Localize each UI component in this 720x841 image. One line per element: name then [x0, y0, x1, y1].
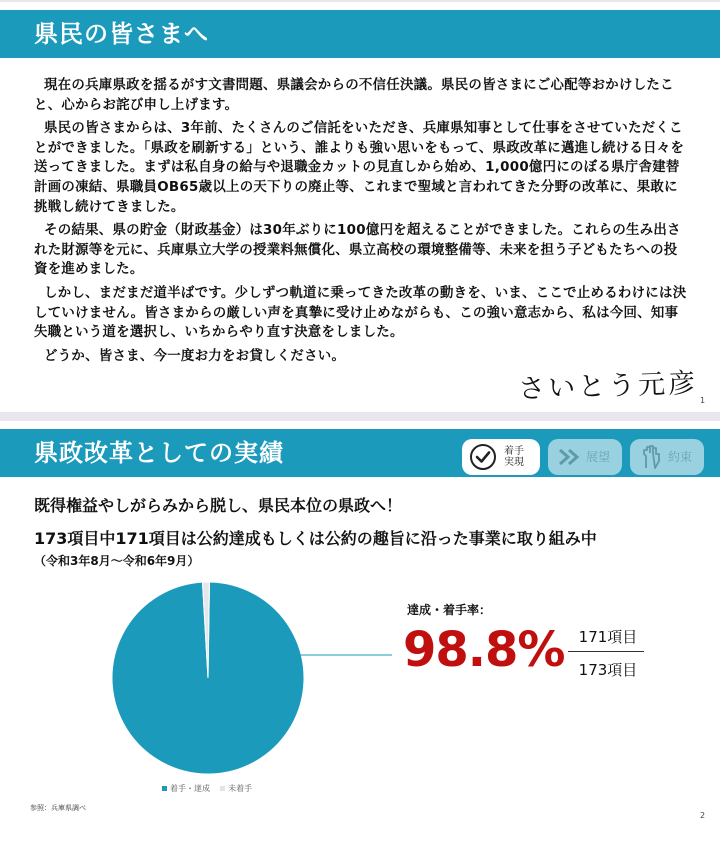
legend-swatch — [220, 786, 225, 791]
slide-title: 県民の皆さまへ — [34, 20, 209, 48]
page-number: 2 — [700, 811, 706, 820]
slide-title: 県政改革としての実績 — [34, 439, 284, 467]
signature: さいとう元彦 — [517, 367, 699, 406]
fraction-numerator: 171項目 — [578, 628, 638, 646]
legend-swatch — [162, 786, 167, 791]
subheadline: 173項目中171項目は公約達成もしくは公約の趣旨に沿った事業に取り組み中 — [34, 529, 597, 548]
slide-achievements — [0, 421, 720, 841]
legend-label: 未着手 — [228, 784, 253, 793]
source-note: 参照：兵庫県調べ — [30, 804, 86, 812]
badge-label: 約束 — [668, 450, 693, 464]
paragraph: しかし、まだまだ道半ばです。少しずつ軌道に乗ってきた改革の動きを、いま、ここで止めるわけには決していけません。皆さまからの厳しい声を真摯に受け止めながらも、この強い意志から、私は今回、知事失職という道を選択し、いちからやり直す決意をしました。 — [34, 285, 687, 341]
page-number: 1 — [700, 396, 706, 405]
fraction-line — [568, 651, 644, 652]
message-body — [34, 76, 690, 370]
badge-label: 展望 — [586, 450, 611, 464]
headline: 既得権益やしがらみから脱し、県民本位の県政へ！ — [34, 496, 403, 515]
period-note: （令和3年8月～令和6年9月） — [34, 554, 200, 568]
title-bar — [0, 10, 720, 58]
legend-label: 着手・達成 — [170, 784, 210, 793]
paragraph: 県民の皆さまからは、3年前、たくさんのご信託をいただき、兵庫県知事として仕事をさせていただくことができました。「県政を刷新する」という、誰よりも強い思いをもって、県政改革に邁進し続ける日々を送ってきました。まずは私自身の給与や退職金カットの見直しから始め、1,000億円にのぼる県庁舎建替計画の凍結、県職員OB65歳以上の天下りの廃止等、これまで聖域と言われてきた分野の改革に、果敢に挑戦し続けてきました。 — [34, 121, 685, 215]
rate-label: 達成・着手率： — [407, 603, 492, 617]
chart-legend — [162, 783, 252, 794]
rate-value: 98.8% — [403, 622, 565, 678]
badge-label: 着手 実現 — [504, 446, 524, 468]
paragraph: どうか、皆さま、今一度お力をお貸しください。 — [44, 348, 346, 364]
slide-message — [0, 2, 720, 412]
fraction-denominator: 173項目 — [578, 661, 638, 679]
paragraph: 現在の兵庫県政を揺るがす文書問題、県議会からの不信任決議。県民の皆さまにご心配等おかけしたこと、心からお詫び申し上げます。 — [34, 78, 674, 113]
paragraph: その結果、県の貯金（財政基金）は30年ぶりに100億円を超えることができました。これらの生み出された財源等を元に、兵庫県立大学の授業料無償化、県立高校の環境整備等、未来を担う子どもたちへの投資を進めました。 — [34, 223, 681, 278]
